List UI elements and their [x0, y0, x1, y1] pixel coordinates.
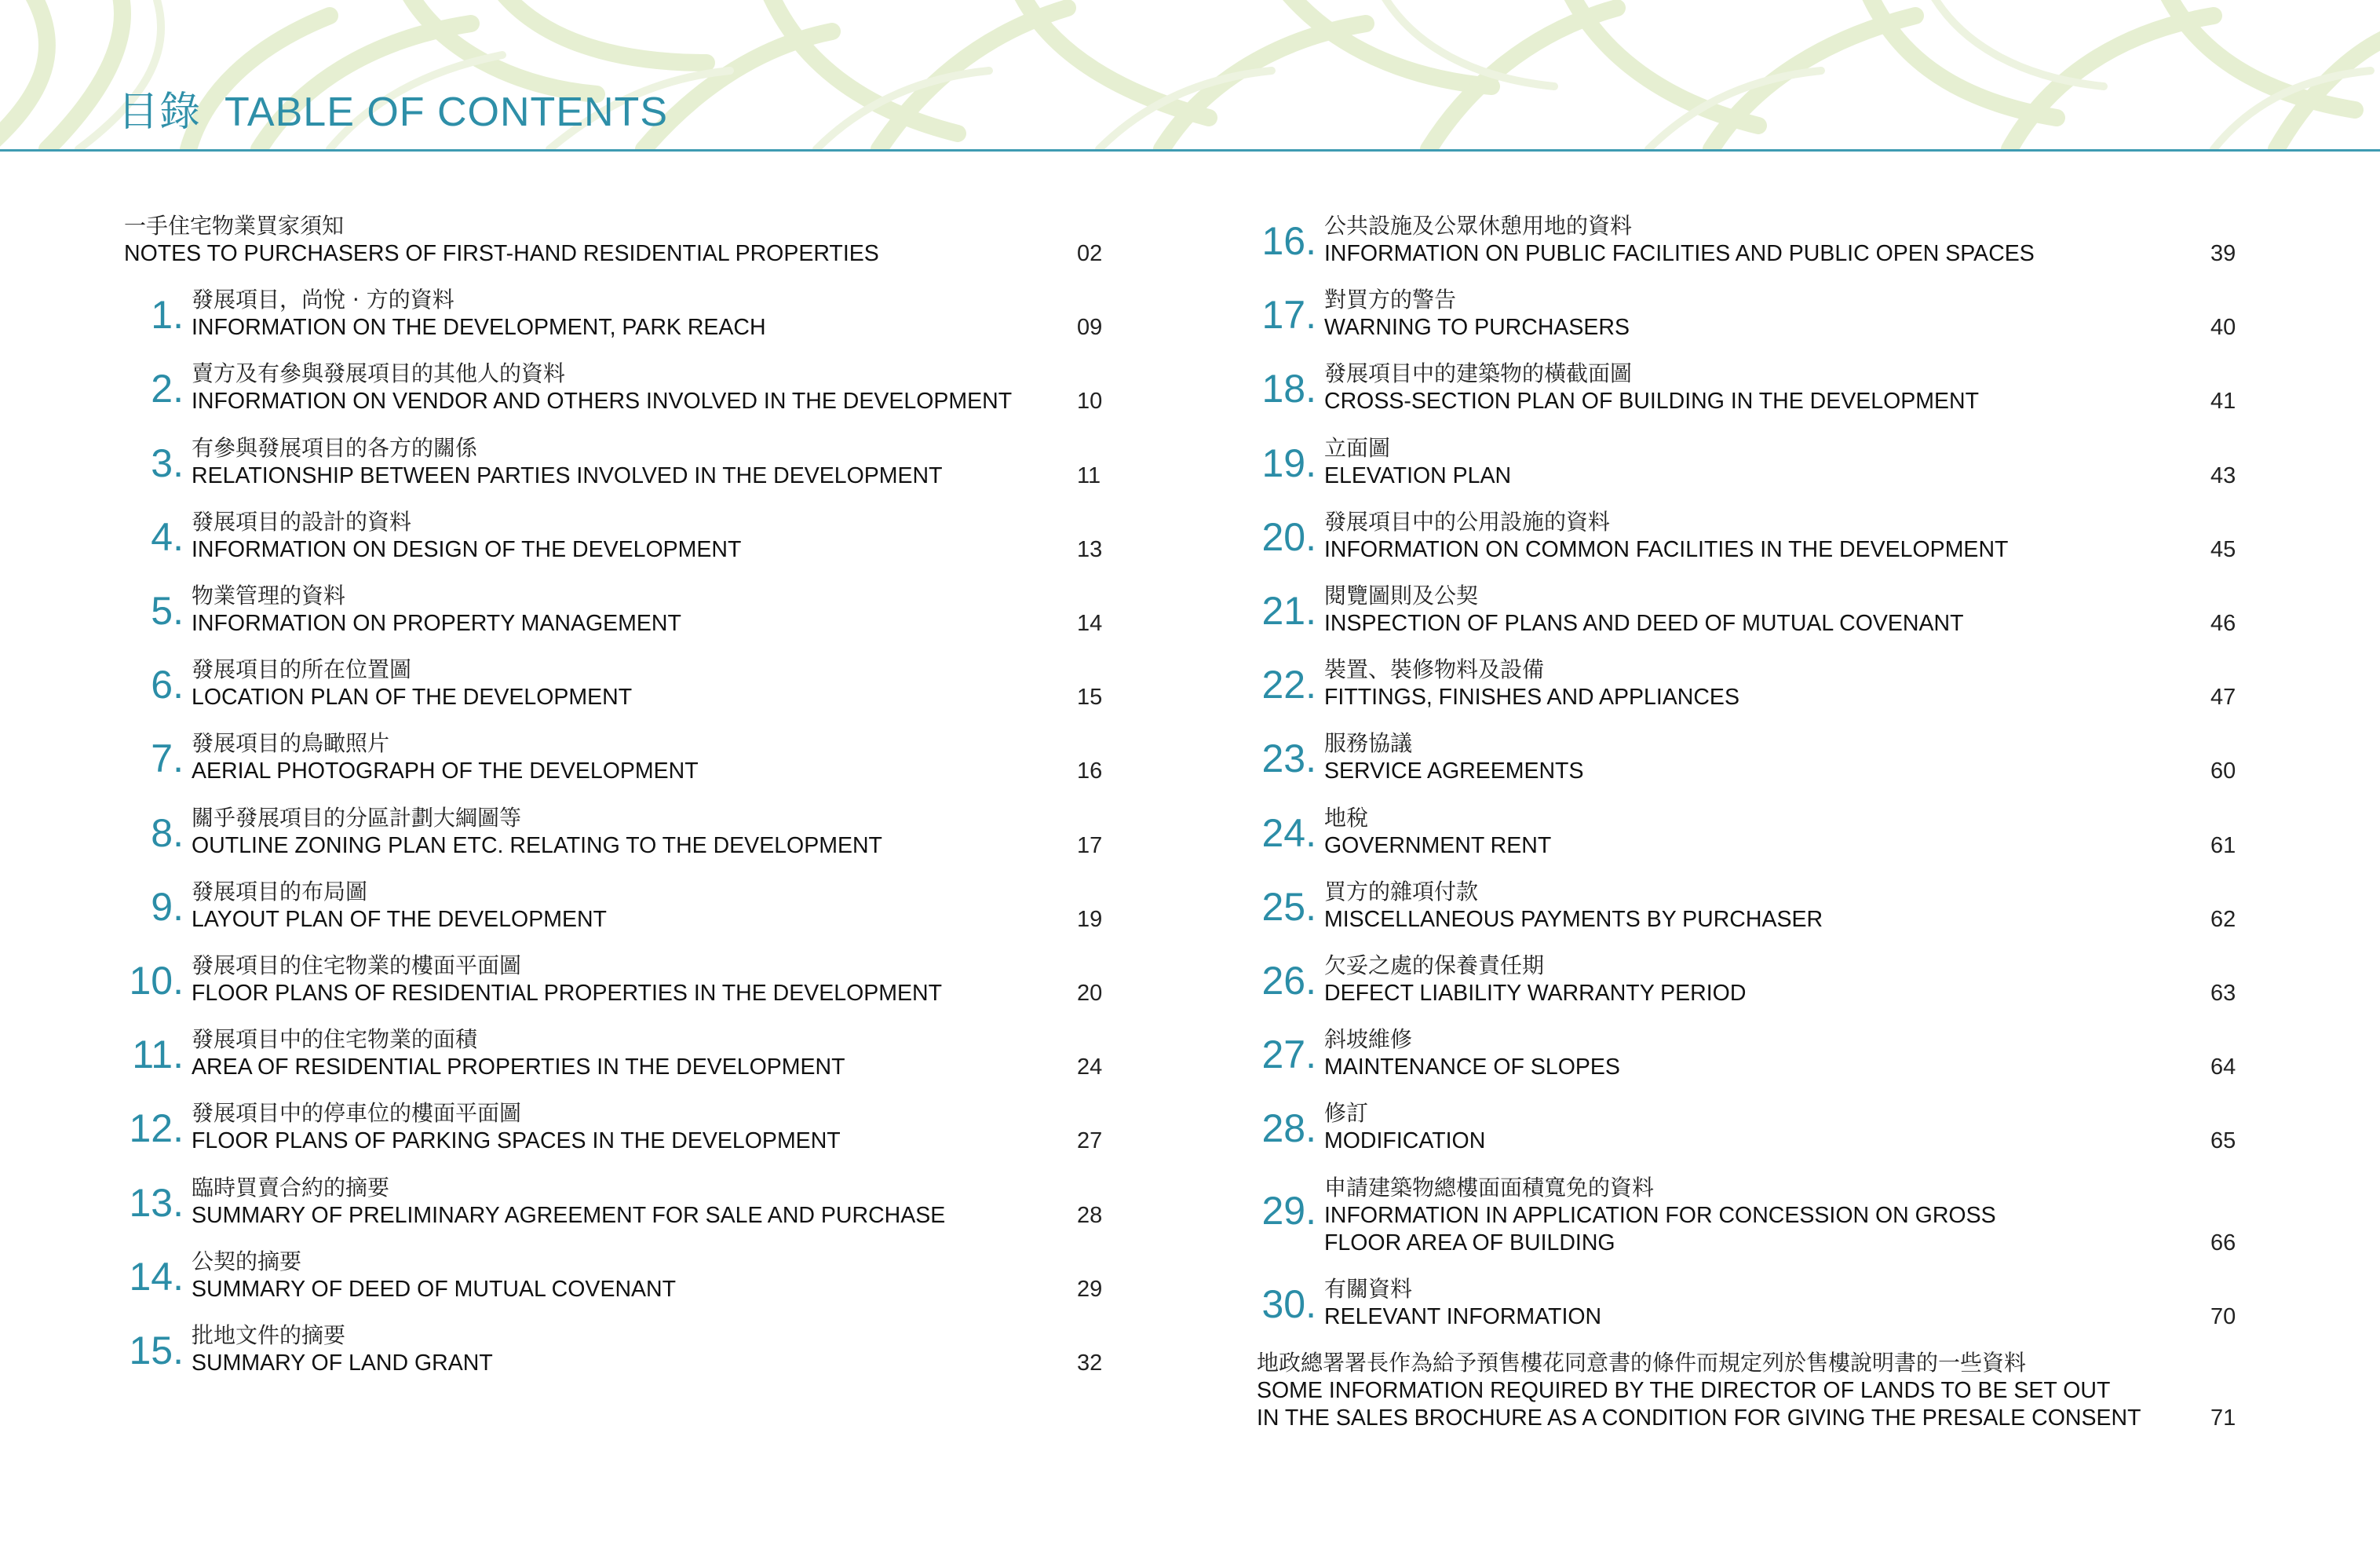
- toc-entry-number: 17.: [1261, 293, 1316, 338]
- toc-entry-number: 7.: [151, 736, 184, 781]
- toc-entry-title-en: INFORMATION ON VENDOR AND OTHERS INVOLVED IN THE DEVELOPMENT: [192, 389, 1013, 415]
- toc-entry-title-zh: 地稅: [1324, 804, 1369, 831]
- toc-entry-number: 6.: [151, 663, 184, 707]
- toc-entry-title-zh: 發展項目的設計的資料: [192, 508, 412, 535]
- toc-entry-title-en: INFORMATION IN APPLICATION FOR CONCESSION ON GROSS: [1324, 1202, 1996, 1228]
- toc-entry[interactable]: [151, 360, 1013, 415]
- toc-entry-title-zh: 發展項目中的公用設施的資料: [1324, 508, 1611, 535]
- toc-entry-title-en: SUMMARY OF LAND GRANT: [192, 1350, 493, 1376]
- toc-entry-title-zh: 發展項目的所在位置圖: [192, 656, 412, 683]
- page-title: [118, 79, 668, 137]
- toc-entry-page: 10: [1077, 389, 1103, 415]
- toc-entry-title-zh: 申請建築物總樓面面積寬免的資料: [1324, 1174, 1655, 1201]
- toc-entry-number: 13.: [129, 1180, 184, 1225]
- toc-entry-page: 17: [1077, 832, 1103, 858]
- toc-entry-page: 61: [2210, 832, 2236, 858]
- toc-entry[interactable]: [1257, 1349, 2141, 1432]
- toc-entry[interactable]: [129, 1174, 946, 1230]
- toc-entry-page: 65: [2210, 1128, 2236, 1154]
- toc-entry[interactable]: [1261, 434, 1512, 490]
- toc-entry[interactable]: [1261, 286, 1630, 342]
- toc-entry-page: 09: [1077, 315, 1103, 341]
- toc-entry[interactable]: [124, 212, 879, 268]
- leaf-banner: [0, 0, 2380, 151]
- toc-entry[interactable]: [151, 729, 699, 785]
- toc-entry-page: 28: [1077, 1202, 1103, 1228]
- toc-entry-page: 24: [1077, 1054, 1103, 1080]
- toc-entry-page: 41: [2210, 389, 2236, 415]
- header-rule: [0, 149, 2380, 152]
- toc-entry-page: 11: [1077, 462, 1101, 488]
- toc-entry-number: 24.: [1261, 810, 1316, 855]
- toc-entry-number: 28.: [1261, 1106, 1316, 1151]
- toc-entry-title-zh: 發展項目中的住宅物業的面積: [192, 1026, 478, 1053]
- toc-entry-number: 10.: [129, 959, 184, 1003]
- toc-entry[interactable]: [151, 656, 633, 711]
- toc-entry-page: 20: [1077, 981, 1103, 1006]
- toc-entry-title-en: NOTES TO PURCHASERS OF FIRST-HAND RESIDENTIAL PROPERTIES: [124, 241, 879, 266]
- toc-entry-number: 8.: [151, 810, 184, 855]
- toc-entry-title-en: SUMMARY OF DEED OF MUTUAL COVENANT: [192, 1276, 677, 1302]
- toc-entry-number: 2.: [151, 367, 184, 411]
- toc-entry-title-zh: 斜坡維修: [1324, 1026, 1413, 1053]
- toc-entry-number: 23.: [1261, 736, 1316, 781]
- toc-entry-page: 15: [1077, 685, 1103, 711]
- toc-entry-number: 11.: [132, 1032, 184, 1077]
- toc-entry-page: 60: [2210, 758, 2236, 784]
- toc-entry-title-en: LOCATION PLAN OF THE DEVELOPMENT: [192, 685, 633, 711]
- toc-entry-title-zh: 批地文件的摘要: [192, 1322, 346, 1348]
- toc-entry[interactable]: [1261, 729, 1584, 785]
- toc-entry-title-en: AERIAL PHOTOGRAPH OF THE DEVELOPMENT: [192, 758, 699, 784]
- toc-entry[interactable]: [1261, 1025, 1620, 1081]
- toc-entry[interactable]: [151, 582, 681, 638]
- toc-entry-number: 19.: [1261, 440, 1316, 485]
- toc-entry-page: 63: [2210, 981, 2236, 1006]
- toc-entry-title-zh: 發展項目中的停車位的樓面平面圖: [192, 1100, 522, 1127]
- toc-entry-title-zh: 公契的摘要: [192, 1248, 302, 1274]
- toc-entry-title-en: RELEVANT INFORMATION: [1324, 1303, 1602, 1329]
- toc-entry-page: 19: [1077, 906, 1103, 932]
- toc-entry[interactable]: [151, 508, 742, 564]
- toc-entry-page: 46: [2210, 611, 2236, 636]
- toc-entry-title-en: GOVERNMENT RENT: [1324, 832, 1552, 858]
- page-title-en: TABLE OF CONTENTS: [224, 90, 668, 135]
- toc-entry[interactable]: [129, 1099, 841, 1155]
- toc-entry-title-en: SERVICE AGREEMENTS: [1324, 758, 1584, 784]
- toc-entry-title-zh: 修訂: [1324, 1100, 1369, 1127]
- toc-entry[interactable]: [1261, 1099, 1486, 1155]
- toc-entry-page: 13: [1077, 536, 1103, 562]
- toc-entry-title-zh: 對買方的警告: [1324, 287, 1457, 313]
- toc-entry-page: 62: [2210, 906, 2236, 932]
- toc-entry[interactable]: [151, 434, 943, 490]
- toc-entry-page: 45: [2210, 536, 2236, 562]
- toc-entry-page: 39: [2210, 241, 2236, 266]
- toc-entry-number: 25.: [1261, 884, 1316, 929]
- toc-entry-title-en: FLOOR PLANS OF RESIDENTIAL PROPERTIES IN THE DEVELOPMENT: [192, 981, 943, 1006]
- toc-entry-title-zh: 一手住宅物業買家須知: [124, 213, 345, 239]
- toc-entry-title-en: SOME INFORMATION REQUIRED BY THE DIRECTOR OF LANDS TO BE SET OUT: [1257, 1378, 2111, 1403]
- toc-entry-title-zh: 服務協議: [1324, 730, 1413, 757]
- toc-entry-number: 12.: [129, 1106, 184, 1151]
- page-title-zh: 目錄: [118, 89, 202, 136]
- toc-entry-title-zh: 臨時買賣合約的摘要: [192, 1174, 390, 1201]
- toc-entry[interactable]: [132, 1025, 845, 1081]
- toc-entry-title-zh: 立面圖: [1324, 434, 1391, 461]
- toc-entry-title-en: RELATIONSHIP BETWEEN PARTIES INVOLVED IN THE DEVELOPMENT: [192, 462, 943, 488]
- toc-entry-title-en: OUTLINE ZONING PLAN ETC. RELATING TO THE DEVELOPMENT: [192, 832, 882, 858]
- toc-entry-number: 15.: [129, 1329, 184, 1372]
- toc-entry-page: 27: [1077, 1128, 1103, 1154]
- toc-entry-page: 16: [1077, 758, 1103, 784]
- toc-entry-page: 40: [2210, 315, 2236, 341]
- toc-entry-title-en: IN THE SALES BROCHURE AS A CONDITION FOR GIVING THE PRESALE CONSENT: [1257, 1405, 2141, 1431]
- toc-entry[interactable]: [1261, 878, 1823, 934]
- toc-entry[interactable]: [1261, 952, 1747, 1007]
- toc-entry-title-en: MAINTENANCE OF SLOPES: [1324, 1054, 1620, 1080]
- toc-entry-number: 14.: [129, 1254, 184, 1299]
- toc-entry-title-en: AREA OF RESIDENTIAL PROPERTIES IN THE DEVELOPMENT: [192, 1054, 845, 1080]
- toc-entry-title-en: DEFECT LIABILITY WARRANTY PERIOD: [1324, 981, 1747, 1006]
- toc-entry-title-zh: 賣方及有參與發展項目的其他人的資料: [192, 360, 566, 387]
- toc-entry-title-zh: 裝置、裝修物料及設備: [1324, 656, 1545, 683]
- toc-entry-number: 1.: [151, 293, 184, 338]
- toc-entry[interactable]: [129, 952, 943, 1007]
- toc-entry-title-en: INFORMATION ON PROPERTY MANAGEMENT: [192, 611, 681, 636]
- toc-entry[interactable]: [151, 286, 766, 342]
- toc-entry-title-en: INFORMATION ON PUBLIC FACILITIES AND PUBLIC OPEN SPACES: [1324, 241, 2035, 266]
- toc-entry-title-en: LAYOUT PLAN OF THE DEVELOPMENT: [192, 906, 607, 932]
- toc-entry-title-en: MODIFICATION: [1324, 1128, 1486, 1154]
- toc-entry-title-zh: 欠妥之處的保養責任期: [1324, 952, 1545, 978]
- toc-entry-title-en: SUMMARY OF PRELIMINARY AGREEMENT FOR SALE AND PURCHASE: [192, 1202, 946, 1228]
- toc-entry-title-zh: 公共設施及公眾休憩用地的資料: [1324, 213, 1633, 239]
- toc-entry-title-zh: 關乎發展項目的分區計劃大綱圖等: [192, 804, 522, 831]
- toc-entry-title-en: WARNING TO PURCHASERS: [1324, 315, 1630, 341]
- toc-entry-number: 27.: [1261, 1032, 1316, 1077]
- toc-entry-number: 18.: [1261, 367, 1316, 411]
- toc-entry-title-en: MISCELLANEOUS PAYMENTS BY PURCHASER: [1324, 906, 1823, 932]
- toc-entry-page: 32: [1077, 1350, 1103, 1376]
- toc-entry-title-zh: 閱覽圖則及公契: [1324, 583, 1479, 609]
- toc-entry-title-zh: 買方的雜項付款: [1324, 878, 1479, 905]
- toc-entry-title-zh: 發展項目，尚悅 · 方的資料: [192, 287, 454, 313]
- toc-entry[interactable]: [1261, 582, 1964, 638]
- toc-entry-title-zh: 有關資料: [1324, 1275, 1413, 1302]
- toc-entry-number: 4.: [151, 514, 184, 559]
- toc-entry[interactable]: [1261, 508, 2009, 564]
- toc-entry[interactable]: [1261, 360, 1980, 415]
- toc-entry-title-en: ELEVATION PLAN: [1324, 462, 1512, 488]
- toc-entry[interactable]: [1261, 804, 1552, 860]
- toc-entry-title-en: INFORMATION ON THE DEVELOPMENT, PARK REACH: [192, 315, 766, 341]
- toc-entry-page: 70: [2210, 1303, 2236, 1329]
- toc-entry-title-zh: 發展項目的布局圖: [192, 878, 368, 905]
- toc-entry[interactable]: [151, 878, 607, 934]
- toc-entry-title-en: FLOOR PLANS OF PARKING SPACES IN THE DEVELOPMENT: [192, 1128, 841, 1154]
- toc-entry-title-zh: 物業管理的資料: [192, 583, 346, 609]
- toc-entry-title-en: INFORMATION ON DESIGN OF THE DEVELOPMENT: [192, 536, 742, 562]
- toc-entry[interactable]: [1261, 212, 2035, 268]
- toc-entry-number: 26.: [1261, 959, 1316, 1003]
- toc-entry-number: 3.: [151, 440, 184, 485]
- toc-entry-page: 29: [1077, 1276, 1103, 1302]
- toc-entry-number: 22.: [1261, 663, 1316, 707]
- toc-entry-title-en: CROSS-SECTION PLAN OF BUILDING IN THE DEVELOPMENT: [1324, 389, 1980, 415]
- toc-entry-page: 43: [2210, 462, 2236, 488]
- toc-entry-number: 16.: [1261, 219, 1316, 263]
- toc-entry-title-zh: 發展項目的鳥瞰照片: [192, 730, 390, 757]
- toc-entry-page: 64: [2210, 1054, 2236, 1080]
- toc-entry-page: 14: [1077, 611, 1103, 636]
- toc-entry-number: 30.: [1261, 1281, 1316, 1326]
- toc-entry-title-en: FLOOR AREA OF BUILDING: [1324, 1230, 1615, 1255]
- toc-entry-title-en: INFORMATION ON COMMON FACILITIES IN THE DEVELOPMENT: [1324, 536, 2009, 562]
- toc-entry-page: 02: [1077, 241, 1103, 266]
- toc-entry-title-en: INSPECTION OF PLANS AND DEED OF MUTUAL COVENANT: [1324, 611, 1964, 636]
- toc-entry[interactable]: [1261, 1174, 1996, 1257]
- toc-entry[interactable]: [129, 1321, 493, 1377]
- toc-entry-number: 29.: [1261, 1188, 1316, 1233]
- toc-entry-title-zh: 發展項目的住宅物業的樓面平面圖: [192, 952, 522, 978]
- toc-entry-number: 21.: [1261, 589, 1316, 633]
- toc-entry[interactable]: [1261, 656, 1739, 711]
- toc-entry-number: 20.: [1261, 514, 1316, 559]
- toc-entry-number: 9.: [151, 884, 184, 929]
- toc-entry-page: 47: [2210, 685, 2236, 711]
- toc-entry-title-zh: 發展項目中的建築物的橫截面圖: [1324, 360, 1633, 387]
- toc-entry-title-en: FITTINGS, FINISHES AND APPLIANCES: [1324, 685, 1739, 711]
- toc-entry-page: 71: [2210, 1405, 2236, 1431]
- toc-entry-title-zh: 有參與發展項目的各方的關係: [192, 434, 478, 461]
- toc-entry[interactable]: [1261, 1275, 1602, 1331]
- toc-entry-number: 5.: [151, 589, 184, 633]
- toc-entry[interactable]: [151, 804, 882, 860]
- toc-entry-page: 66: [2210, 1230, 2236, 1255]
- toc-entry[interactable]: [129, 1248, 677, 1303]
- toc-entry-title-zh: 地政總署署長作為給予預售樓花同意書的條件而規定列於售樓說明書的一些資料: [1257, 1350, 2027, 1376]
